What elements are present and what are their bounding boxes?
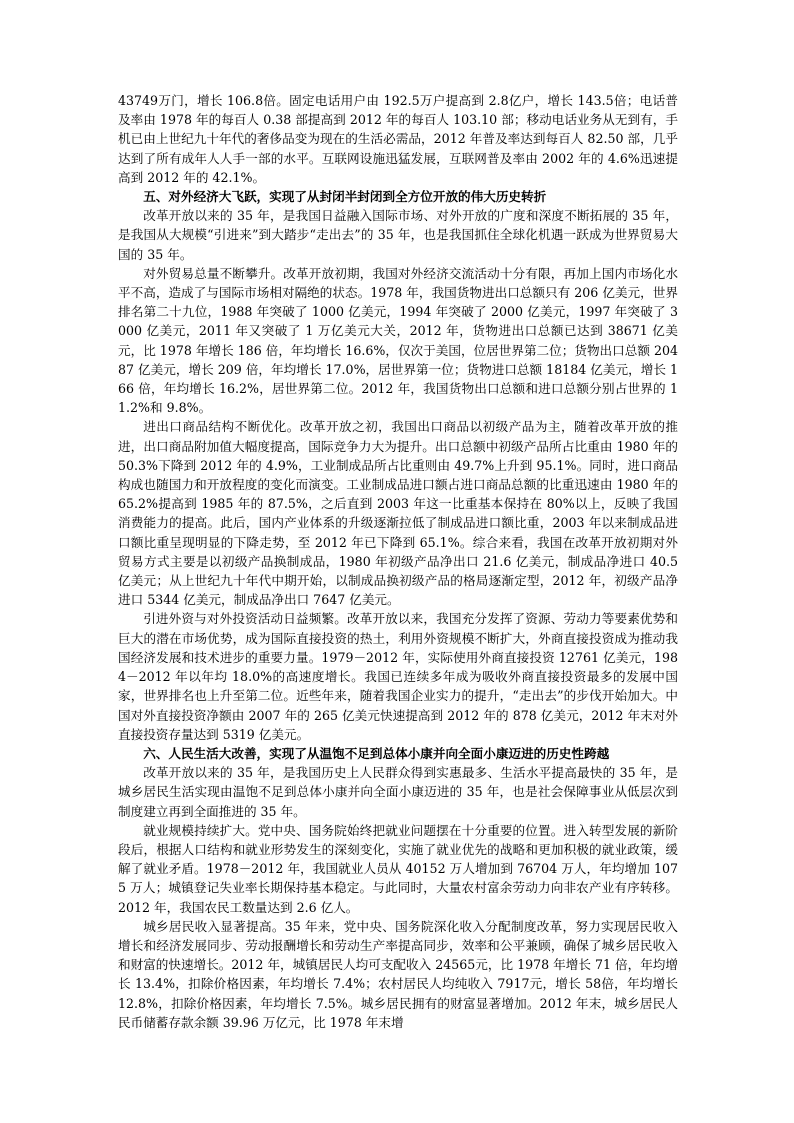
section-heading-5: 五、对外经济大飞跃，实现了从封闭半封闭到全方位开放的伟大历史转折 <box>143 189 547 205</box>
paragraph-foreign-trade: 对外贸易总量不断攀升。改革开放初期，我国对外经济交流活动十分有限，再加上国内市场化水平不高，造成了与国际市场相对隔绝的状态。1978 年，我国货物进出口总额只有 206 亿美元，世界排名第二十九位，1988 年突破了 1000 亿美元，1994 年突破了 2000 亿美元，1997 年突破了 3000 亿美元，2011 年又突破了 1 万亿美元大关，2012 年，货物进出口总额已达到 38671 亿美元，比 1978 年增长 186 倍，年均增长 16.6%，仅次于美国，位居世界第二位；货物出口总额 20487 亿美元，增长 209 倍，年均增长 17.0%，居世界第一位；货物进口总额 18184 亿美元，增长 166 倍，年均增长 16.2%，居世界第二位。2012 年，我国货物出口总额和进口总额分别占世界的 11.2%和 9.8%。 <box>118 265 678 416</box>
paragraph-telecom: 43749万门，增长 106.8倍。固定电话用户由 192.5万户提高到 2.8亿户，增长 143.5倍；电话普及率由 1978 年的每百人 0.38 部提高到 2012 年的每百人 103.10 部；移动电话业务从无到有，手机已由上世纪九十年代的奢侈品变为现在的生活必需品，2012 年普及率达到每百人 82.50 部，几乎达到了所有成年人人手一部的水平。互联网设施迅猛发展，互联网普及率由 2002 年的 4.6%迅速提高到 2012 年的 42.1%。 <box>118 93 678 185</box>
paragraph-opening-intro: 改革开放以来的 35 年，是我国日益融入国际市场、对外开放的广度和深度不断拓展的 35 年，是我国从大规模“引进来”到大踏步“走出去”的 35 年，也是我国抓住全球化机遇一跃成为世界贸易大国的 35 年。 <box>118 208 678 262</box>
paragraph-living-intro: 改革开放以来的 35 年，是我国历史上人民群众得到实惠最多、生活水平提高最快的 35 年，是城乡居民生活实现由温饱不足到总体小康并向全面小康迈进的 35 年，也是社会保障事业从低层次到制度建立再到全面推进的 35 年。 <box>118 765 678 819</box>
paragraph-employment: 就业规模持续扩大。党中央、国务院始终把就业问题摆在十分重要的位置。进入转型发展的新阶段后，根据人口结构和就业形势发生的深刻变化，实施了就业优先的战略和更加积极的就业政策，缓解了就业矛盾。1978－2012 年，我国就业人员从 40152 万人增加到 76704 万人，年均增加 1075 万人；城镇登记失业率长期保持基本稳定。与此同时，大量农村富余劳动力向非农产业有序转移。2012 年，我国农民工数量达到 2.6 亿人。 <box>118 822 678 915</box>
paragraph-foreign-investment: 引进外资与对外投资活动日益频繁。改革开放以来，我国充分发挥了资源、劳动力等要素优势和巨大的潜在市场优势，成为国际直接投资的热土，利用外资规模不断扩大，外商直接投资成为推动我国经济发展和技术进步的重要力量。1979－2012 年，实际使用外商直接投资 12761 亿美元，1984－2012 年以年均 18.0%的高速度增长。我国已连续多年成为吸收外商直接投资最多的发展中国家，世界排名也上升至第二位。近些年来，随着我国企业实力的提升，“走出去”的步伐开始加大。中国对外直接投资净额由 2007 年的 265 亿美元快速提高到 2012 年的 878 亿美元，2012 年末对外直接投资存量达到 5319 亿美元。 <box>118 611 678 742</box>
document-page <box>118 91 678 1032</box>
paragraph-income: 城乡居民收入显著提高。35 年来，党中央、国务院深化收入分配制度改革，努力实现居民收入增长和经济发展同步、劳动报酬增长和劳动生产率提高同步，效率和公平兼顾，确保了城乡居民收入和财富的快速增长。2012 年，城镇居民人均可支配收入 24565元，比 1978 年增长 71 倍，年均增长 13.4%，扣除价格因素，年均增长 7.4%；农村居民人均纯收入 7917元，增长 58倍，年均增长 12.8%，扣除价格因素，年均增长 7.5%。城乡居民拥有的财富显著增加。2012 年末，城乡居民人民币储蓄存款余额 39.96 万亿元，比 1978 年末增 <box>118 918 678 1030</box>
paragraph-trade-structure: 进出口商品结构不断优化。改革开放之初，我国出口商品以初级产品为主，随着改革开放的推进，出口商品附加值大幅度提高，国际竞争力大为提升。出口总额中初级产品所占比重由 1980 年的 50.3%下降到 2012 年的 4.9%，工业制成品所占比重则由 49.7%上升到 95.1%。同时，进口商品构成也随国力和开放程度的变化而演变。工业制成品进口额占进口商品总额的比重迅速由 1980 年的 65.2%提高到 1985 年的 87.5%，之后直到 2003 年这一比重基本保持在 80%以上，反映了我国消费能力的提高。此后，国内产业体系的升级逐渐拉低了制成品进口额比重，2003 年以来制成品进口额比重呈现明显的下降走势，至 2012 年已下降到 65.1%。综合来看，我国在改革开放初期对外贸易方式主要是以初级产品换制成品，1980 年初级产品净出口 21.6 亿美元，制成品净进口 40.5 亿美元；从上世纪九十年代中期开始，以制成品换初级产品的格局逐渐定型，2012 年，初级产品净进口 5344 亿美元，制成品净出口 7647 亿美元。 <box>118 419 678 608</box>
section-heading-6: 六、人民生活大改善，实现了从温饱不足到总体小康并向全面小康迈进的历史性跨越 <box>143 745 610 761</box>
